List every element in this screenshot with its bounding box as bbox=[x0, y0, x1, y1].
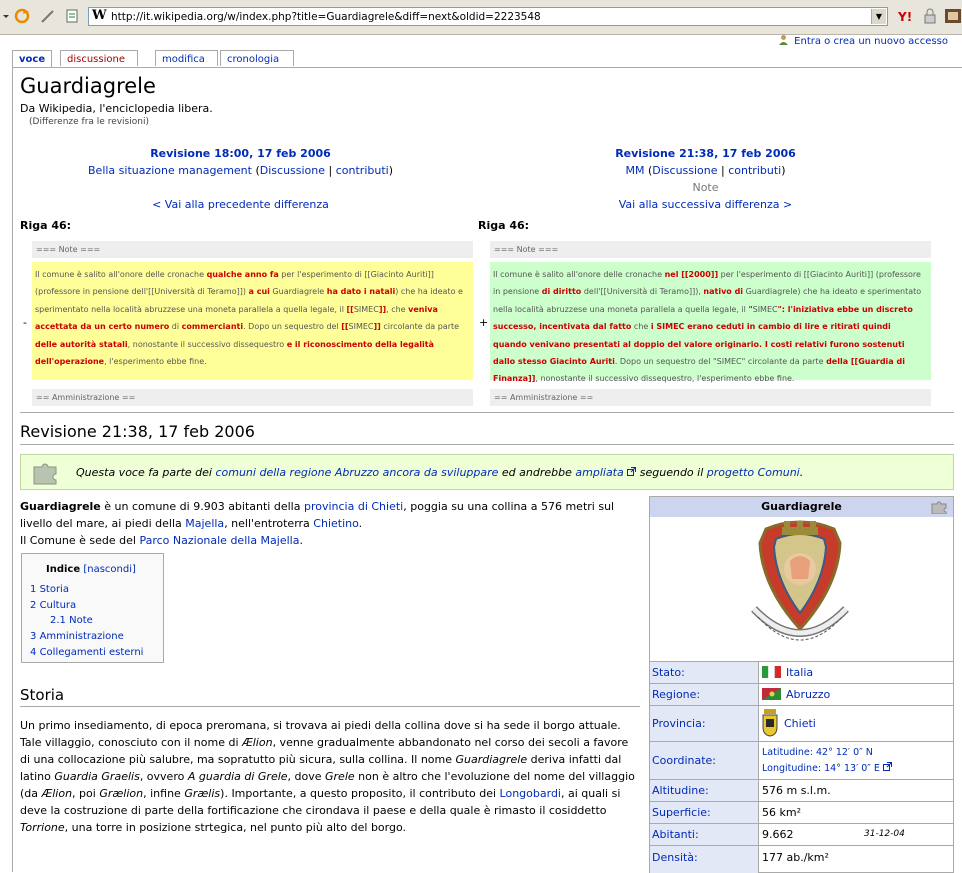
right-user-line: MM (Discussione | contributi) bbox=[625, 164, 786, 177]
edit-summary: Note bbox=[692, 181, 719, 194]
link-provincia-chieti[interactable]: provincia di Chieti bbox=[303, 500, 404, 513]
coordinates-link[interactable]: Latitudine: 42° 12′ 0″ N Longitudine: 14° 13′ 0″ E bbox=[762, 745, 892, 777]
infobox-label: Densità: bbox=[650, 846, 759, 873]
link-chieti[interactable]: Chieti bbox=[784, 717, 816, 730]
chieti-coat-icon bbox=[762, 709, 778, 740]
revision-heading: Revisione 21:38, 17 feb 2006 bbox=[20, 422, 255, 441]
right-context-admin: == Amministrazione == bbox=[490, 389, 931, 406]
puzzle-icon bbox=[31, 459, 65, 488]
infobox-label: Regione: bbox=[650, 684, 759, 705]
infobox-row-provincia bbox=[650, 705, 953, 741]
infobox-row-superficie bbox=[650, 801, 953, 823]
diff-left-header bbox=[73, 145, 408, 213]
infobox-row-coordinate bbox=[650, 741, 953, 779]
address-bar[interactable] bbox=[88, 7, 888, 26]
infobox-row-regione bbox=[650, 683, 953, 705]
link-abruzzo[interactable]: Abruzzo bbox=[786, 688, 831, 701]
user-icon bbox=[778, 34, 789, 45]
infobox bbox=[649, 496, 954, 873]
lock-icon[interactable] bbox=[922, 8, 938, 24]
abruzzo-flag-icon bbox=[762, 688, 781, 700]
right-line-number: Riga 46: bbox=[478, 219, 530, 232]
site-subtitle: Da Wikipedia, l'enciclopedia libera. bbox=[20, 102, 213, 115]
deleted-line-block: Il comune è salito all'onore delle cronache qualche anno fa per l'esperimento di [[Giacinto Auriti]] (professore in pensione dell'[[Università di Teramo]]) a cui Guardiagrele ha dato i natali) che ha ideato e sperimentato nella località abruzzese una moneta parallela a quella legale, il [[SIMEC]], che veniva accettata da un certo numero di commercianti. Dopo un sequestro del [[SIMEC]] circolante da parte delle autorità statali, nonostante il successivo dissequestro e il riconoscimento della legalità dell'operazione, l'esperimento ebbe fine. bbox=[32, 262, 473, 380]
previous-diff-link[interactable]: < Vai alla precedente differenza bbox=[152, 198, 329, 211]
infobox-label: Abitanti: bbox=[650, 824, 759, 845]
toc-item[interactable]: 3 Amministrazione bbox=[30, 631, 124, 642]
infobox-value: 177 ab./km² bbox=[762, 851, 829, 864]
stub-notice bbox=[20, 454, 954, 490]
coat-of-arms-image bbox=[650, 517, 953, 661]
content-area bbox=[12, 67, 962, 872]
left-user-line: Bella situazione management (Discussione | contributi) bbox=[88, 164, 393, 177]
login-link[interactable] bbox=[778, 34, 948, 47]
left-user-link[interactable]: Bella situazione management bbox=[88, 164, 252, 177]
infobox-label: Stato: bbox=[650, 662, 759, 683]
next-diff-link[interactable]: Vai alla successiva differenza > bbox=[618, 198, 793, 211]
page-title: Guardiagrele bbox=[20, 74, 156, 98]
tab-cronologia[interactable]: cronologia bbox=[220, 50, 294, 66]
table-of-contents bbox=[21, 553, 164, 663]
browser-toolbar bbox=[0, 0, 962, 35]
right-context-note: === Note === bbox=[490, 241, 931, 258]
added-line-marker: + bbox=[479, 316, 489, 329]
infobox-title: Guardiagrele bbox=[650, 497, 953, 517]
tab-discussione[interactable]: discussione bbox=[60, 50, 138, 66]
storia-paragraph: Un primo insediamento, di epoca preromana, si trovava ai piedi della collina dove si ha sede il borgo attuale. Tale villaggio, conosciuto con il nome di Ælion, venne gradualmente abbandonato nel corso dei secoli a favore di una collocazione più salubre, ma sopratutto più sicura, sulla collina. Il nome Guardiagrele deriva infatti dal latino Guardia Graelis, ovvero A guardia di Grele, dove Grele non è altro che l'evoluzione del nome del villaggio (da Ælion, poi Grælion, infine Grælis). Importante, a questo proposito, il contributo dei Longobardi, ai quali si deve la costruzione di parte della fortificazione che cirondava il paese e della quale è rimasto il cosiddetto Torrione, una torre in posizione strtegica, nel punto più alto del borgo. bbox=[20, 719, 635, 834]
added-line-block: Il comune è salito all'onore delle cronache nel [[2000]] per l'esperimento di [[Giacinto Auriti]] (professore in pensione di diritto dell'[[Università di Teramo]]), nativo di Guardiagrele) che ha ideato e sperimentato nella località abruzzese una moneta parallela a quella legale, il "SIMEC": l'iniziativa ebbe un discreto successo, incentivata dal fatto che i SIMEC erano ceduti in cambio di lire e ritirati quindi quando venivano presentati al doppio del valore originario. I costi relativi furono sostenuti dallo stesso Giacinto Auriti. Dopo un sequestro del "SIMEC" circolante da parte della [[Guardia di Finanza]], nonostante il successivo dissequestro, l'esperimento ebbe fine. bbox=[490, 262, 931, 380]
divider bbox=[20, 444, 954, 445]
infobox-row-altitudine bbox=[650, 779, 953, 801]
link-italia[interactable]: Italia bbox=[786, 666, 814, 679]
external-link-icon bbox=[624, 466, 637, 479]
infobox-value: 56 km² bbox=[762, 806, 801, 819]
infobox-label: Altitudine: bbox=[650, 780, 759, 801]
stub-text: Questa voce fa parte dei comuni della regione Abruzzo ancora da sviluppare ed andrebbe ampliata seguendo il progetto Comuni. bbox=[76, 466, 804, 479]
address-dropdown-button[interactable]: ▼ bbox=[871, 9, 886, 24]
tab-modifica[interactable]: modifica bbox=[155, 50, 218, 66]
toc-toggle[interactable]: [nascondi] bbox=[83, 564, 136, 575]
address-input[interactable]: http://it.wikipedia.org/w/index.php?title=Guardiagrele&diff=next&oldid=2223548 bbox=[111, 11, 541, 23]
left-context-admin: == Amministrazione == bbox=[32, 389, 473, 406]
section-heading-storia: Storia bbox=[20, 686, 65, 704]
infobox-label: Superficie: bbox=[650, 802, 759, 823]
yahoo-icon[interactable] bbox=[898, 8, 918, 24]
infobox-row-abitanti bbox=[650, 823, 953, 845]
toc-item[interactable]: 1 Storia bbox=[30, 584, 69, 595]
infobox-date: 31-12-04 bbox=[864, 829, 905, 839]
left-line-number: Riga 46: bbox=[20, 219, 72, 232]
deleted-line-marker: - bbox=[23, 316, 27, 329]
right-contrib-link[interactable]: contributi bbox=[728, 164, 782, 177]
infobox-row-stato bbox=[650, 661, 953, 683]
link-parco-majella[interactable]: Parco Nazionale della Majella bbox=[139, 534, 300, 547]
link-chietino[interactable]: Chietino bbox=[313, 517, 359, 530]
puzzle-icon bbox=[931, 500, 949, 517]
toc-item[interactable]: 2.1 Note bbox=[50, 615, 93, 626]
infobox-value: 576 m s.l.m. bbox=[762, 784, 831, 797]
right-discussion-link[interactable]: Discussione bbox=[652, 164, 718, 177]
intro-paragraph: Guardiagrele è un comune di 9.903 abitanti della provincia di Chieti, poggia su una collina a 576 metri sul livello del mare, ai piedi della Majella, nell'entroterra Chietino. Il Comune è sede del Parco Nazionale della Majella. bbox=[20, 500, 615, 547]
infobox-row-densita bbox=[650, 845, 953, 873]
toc-item[interactable]: 2 Cultura bbox=[30, 600, 77, 611]
page-icon[interactable] bbox=[64, 8, 80, 24]
link-majella[interactable]: Majella bbox=[185, 517, 225, 530]
right-revision-link[interactable]: Revisione 21:38, 17 feb 2006 bbox=[615, 147, 796, 160]
infobox-label: Coordinate: bbox=[650, 742, 759, 779]
svg-text:Y!: Y! bbox=[898, 10, 913, 24]
right-user-link[interactable]: MM bbox=[625, 164, 645, 177]
divider bbox=[20, 412, 954, 413]
diff-right-header bbox=[538, 145, 873, 213]
left-contrib-link[interactable]: contributi bbox=[335, 164, 389, 177]
stub-link-comuni[interactable]: comuni della regione Abruzzo ancora da sviluppare bbox=[215, 466, 499, 479]
extension-icon[interactable] bbox=[944, 8, 962, 24]
infobox-value: 9.662 bbox=[762, 828, 794, 841]
external-link-icon bbox=[883, 763, 892, 774]
link-longobardi[interactable]: Longobardi bbox=[499, 787, 561, 800]
left-context-note: === Note === bbox=[32, 241, 473, 258]
infobox-label: Provincia: bbox=[650, 706, 759, 741]
toc-title-line: Indice [nascondi] bbox=[46, 564, 136, 575]
toc-item[interactable]: 4 Collegamenti esterni bbox=[30, 647, 144, 658]
left-discussion-link[interactable]: Discussione bbox=[259, 164, 326, 177]
wikipedia-favicon-icon: W bbox=[92, 8, 107, 23]
tab-voce[interactable]: voce bbox=[12, 50, 52, 68]
left-revision-link[interactable]: Revisione 18:00, 17 feb 2006 bbox=[150, 147, 331, 160]
login-label: Entra o crea un nuovo accesso bbox=[794, 36, 948, 47]
reload-icon[interactable] bbox=[14, 8, 30, 24]
stub-link-progetto[interactable]: progetto Comuni bbox=[706, 466, 800, 479]
pen-icon[interactable] bbox=[40, 8, 56, 24]
menu-chevron-icon[interactable] bbox=[2, 8, 10, 24]
diff-note: (Differenze fra le revisioni) bbox=[29, 117, 149, 127]
stub-link-ampliata[interactable]: ampliata bbox=[575, 466, 624, 479]
italy-flag-icon bbox=[762, 666, 781, 678]
divider bbox=[20, 706, 640, 707]
